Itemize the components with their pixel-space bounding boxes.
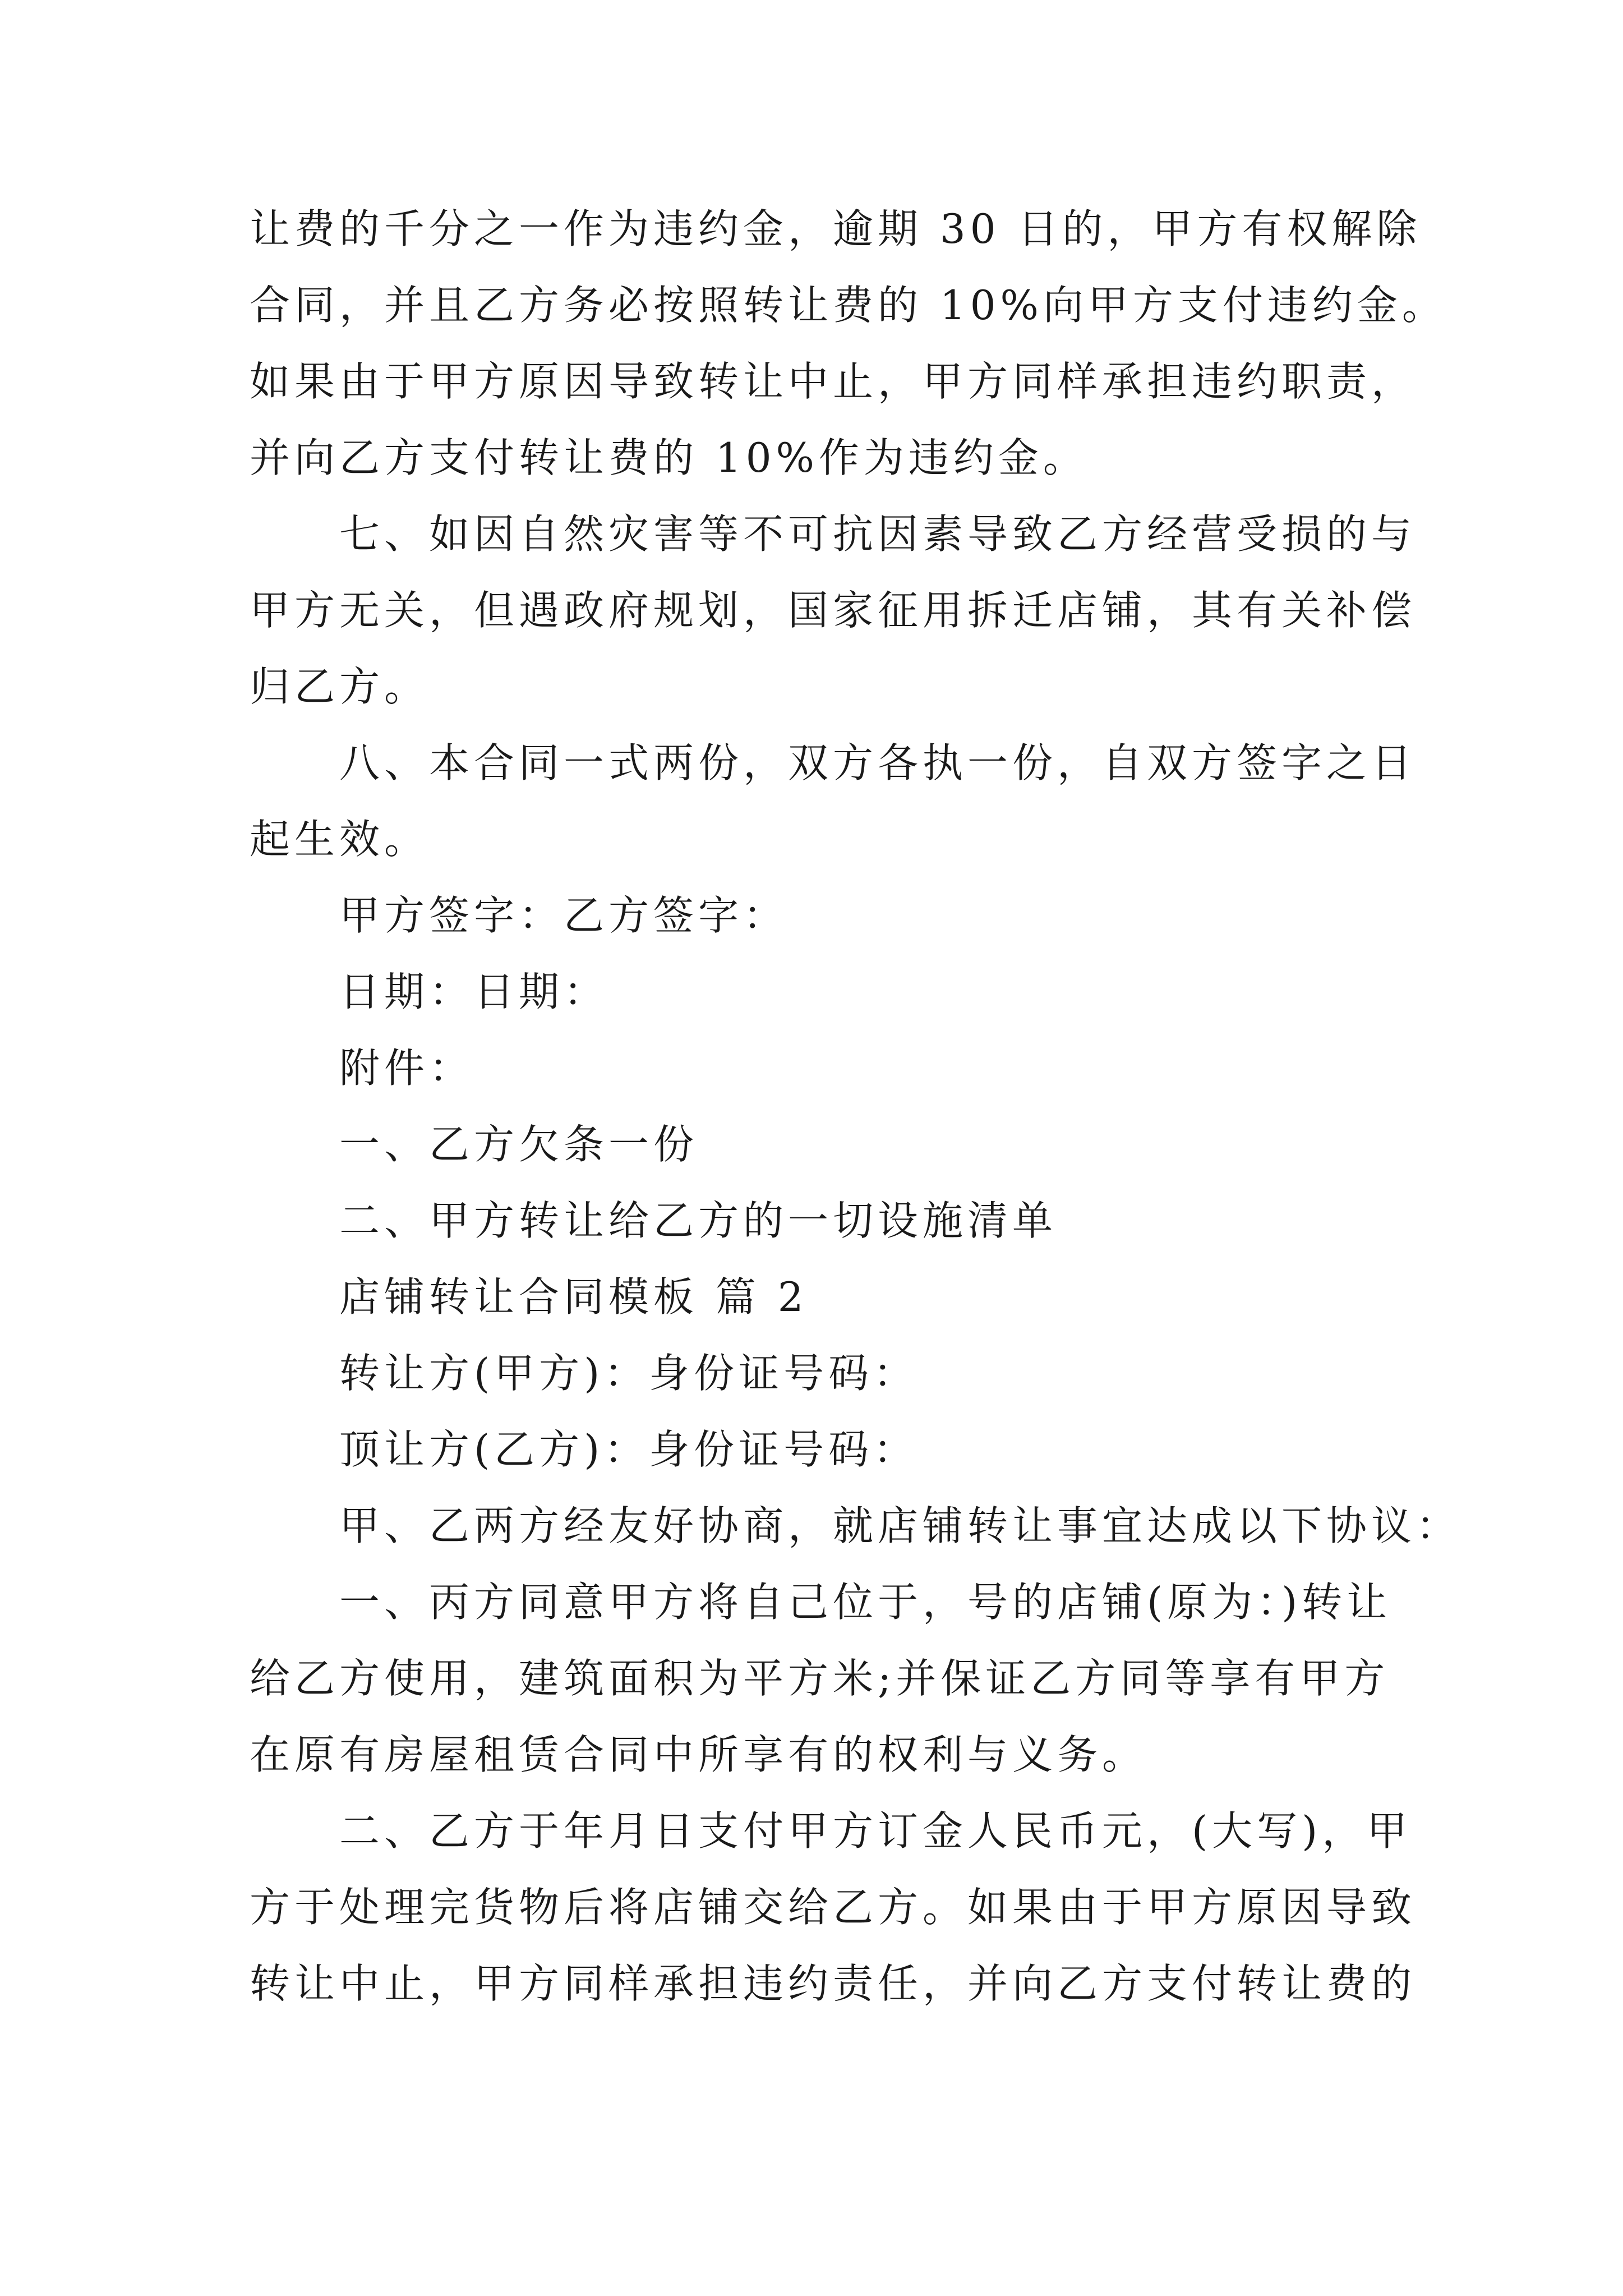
clause-8-line-2: 起生效。 — [250, 816, 430, 863]
transferor-line: 转让方(甲方)：身份证号码： — [339, 1350, 919, 1397]
clause-7-line-3: 归乙方。 — [250, 663, 430, 710]
clause-7-line-2: 甲方无关，但遇政府规划，国家征用拆迁店铺，其有关补偿 — [250, 587, 1417, 634]
text-line-1: 让费的千分之一作为违约金，逾期 30 日的，甲方有权解除 — [250, 205, 1422, 252]
clause-1-line-1: 一、丙方同意甲方将自己位于，号的店铺(原为：)转让 — [339, 1579, 1392, 1626]
text-line-3: 如果由于甲方原因导致转让中止，甲方同样承担违约职责， — [250, 358, 1417, 405]
attachment-item-2: 二、甲方转让给乙方的一切设施清单 — [339, 1197, 1058, 1244]
date-line: 日期：日期： — [339, 968, 609, 1015]
clause-2-line-1: 二、乙方于年月日支付甲方订金人民币元，(大写)，甲 — [339, 1807, 1412, 1855]
text-line-2: 合同，并且乙方务必按照转让费的 10%向甲方支付违约金。 — [250, 282, 1447, 329]
transferee-line: 顶让方(乙方)：身份证号码： — [339, 1426, 919, 1473]
clause-7-line-1: 七、如因自然灾害等不可抗因素导致乙方经营受损的与 — [339, 510, 1417, 558]
section-title: 店铺转让合同模板 篇 2 — [339, 1273, 808, 1320]
clause-8-line-1: 八、本合同一式两份，双方各执一份，自双方签字之日 — [339, 739, 1417, 786]
clause-2-line-2: 方于处理完货物后将店铺交给乙方。如果由于甲方原因导致 — [250, 1884, 1417, 1931]
agreement-intro: 甲、乙两方经友好协商，就店铺转让事宜达成以下协议： — [339, 1502, 1461, 1549]
attachments-heading: 附件： — [339, 1045, 474, 1092]
clause-1-line-3: 在原有房屋租赁合同中所享有的权利与义务。 — [250, 1731, 1147, 1778]
text-line-4: 并向乙方支付转让费的 10%作为违约金。 — [250, 434, 1088, 481]
signature-line: 甲方签字：乙方签字： — [339, 892, 789, 939]
document-body — [250, 191, 1461, 2022]
attachment-item-1: 一、乙方欠条一份 — [339, 1121, 699, 1168]
clause-1-line-2: 给乙方使用，建筑面积为平方米;并保证乙方同等享有甲方 — [250, 1655, 1390, 1702]
clause-2-line-3: 转让中止，甲方同样承担违约责任，并向乙方支付转让费的 — [250, 1960, 1417, 2007]
